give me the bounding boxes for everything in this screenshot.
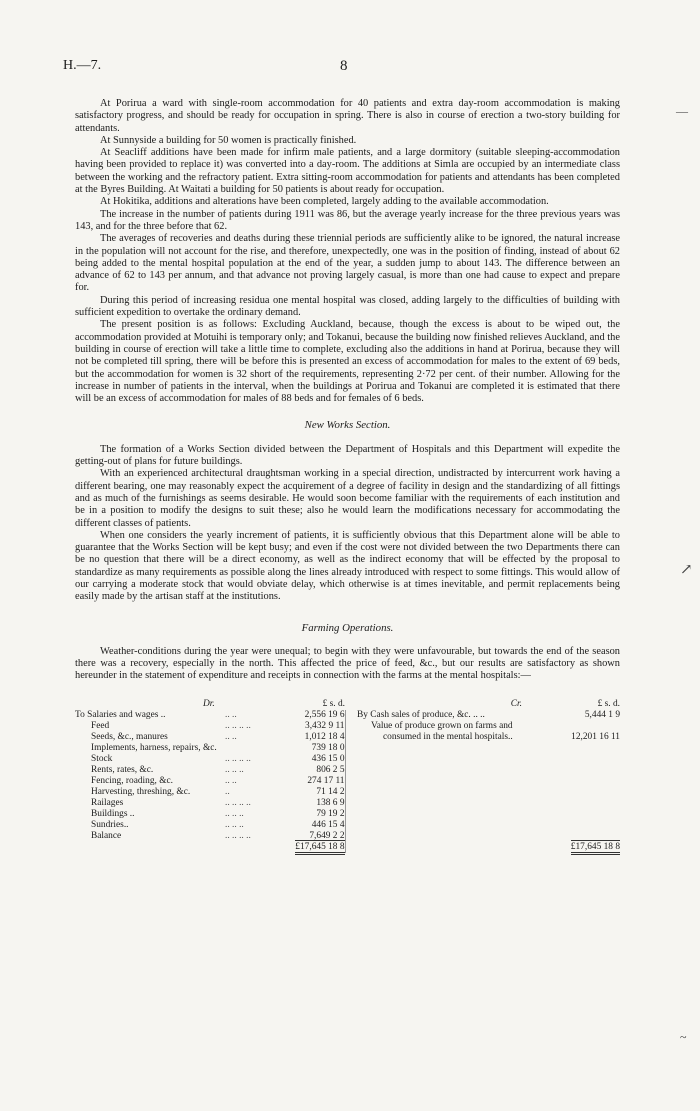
margin-mark: ↗ [680, 562, 693, 578]
account-row [75, 754, 620, 765]
debit-amount: 806 2 5 [316, 764, 345, 775]
paragraph: The present position is as follows: Excluding Auckland, because, though the excess is about to be wiped out, the accommodation provided at Motuihi is temporary only; and Tokanui, because the building now finished relieves Auckland, and the building in course of erection will take a little time to complete, excluding also the additions in hand at Porirua, because they will not be completed till spring, there will be before this is presented an excess of accommodation for males to the extent of 69 beds, but the accommodation for women is 32 short of the requirements, representing 2·72 per cent. of their number. Allowing for the increase in number of patients in the interval, when the buildings at Porirua and Tokanui are completed it is estimated that there will be an excess of accommodation for males of 88 beds and for females of 6 beds. [75, 319, 620, 405]
credit-label: Cr. [510, 698, 522, 709]
debit-item-label: Implements, harness, repairs, &c. [91, 742, 217, 753]
debit-item-label: Rents, rates, &c. [91, 764, 154, 775]
debit-item-label: Sundries.. [91, 819, 129, 830]
account-row [75, 765, 620, 776]
report-body [75, 98, 620, 853]
credit-money-header: £ s. d. [597, 698, 620, 709]
leader-dots: .. .. .. [225, 808, 244, 819]
account-row [75, 776, 620, 787]
paragraph: During this period of increasing residua one mental hospital was closed, adding largely to the difficulties of building with sufficient expedition to overtake the ordinary demand. [75, 294, 620, 319]
debit-amount: 1,012 18 4 [304, 731, 345, 742]
debit-amount: 138 6 9 [316, 797, 345, 808]
leader-dots: .. .. .. [225, 764, 244, 775]
leader-dots: .. .. .. [225, 819, 244, 830]
account-row [75, 831, 620, 842]
credit-item-label: By Cash sales of produce, &c. .. .. [357, 709, 485, 720]
debit-amount: 79 19 2 [316, 808, 345, 819]
account-row [75, 710, 620, 721]
leader-dots: .. .. [225, 775, 237, 786]
paragraph: The formation of a Works Section divided between the Department of Hospitals and this Department will expedite the getting-out of plans for future buildings. [75, 443, 620, 468]
debit-item-label: Feed [91, 720, 110, 731]
debit-amount: 3,432 9 11 [305, 720, 345, 731]
paragraph: At Porirua a ward with single-room accommodation for 40 patients and extra day-room accommodation is making satisfactory progress, and should be ready for occupation in spring. There is also in course of erection a two-story building for attendants. [75, 98, 620, 134]
debit-item-label: Fencing, roading, &c. [91, 775, 174, 786]
debit-item-label: Stock [91, 753, 113, 764]
paragraph: When one considers the yearly increment of patients, it is sufficiently obvious that this Department alone will be able to guarantee that the Works Section will be kept busy; and even if the cost were not divided between the two Departments there can be no question that there will be a direct economy, as well as the indirect economy that will be effected by the proposal to standardize as many requirements as possible along the lines already introduced with respect to some fittings. This would allow of our carrying a moderate stock that would obviate delay, which otherwise is at times inevitable, and permit replacements being easily made by the artisan staff at the institutions. [75, 529, 620, 603]
leader-dots: .. .. .. .. [225, 830, 251, 841]
paragraph: At Seacliff additions have been made for infirm male patients, and a large dormitory (suitable sleeping-accommodation having been provided to replace it) was converted into a day-room. The additions at Simla are occupied by an intermediate class between the working and the refractory patient. Extra sitting-room accommodation for patients and attendants has been completed at the Byres Building. At Waitati a building for 50 patients is about ready for occupation. [75, 147, 620, 196]
debit-amount: 446 15 4 [311, 819, 345, 830]
leader-dots: .. .. [225, 709, 237, 720]
debit-amount: 436 15 0 [311, 753, 345, 764]
account-row [75, 732, 620, 743]
paragraphs-works-section [75, 444, 620, 604]
paragraph-farming: Weather-conditions during the year were unequal; to begin with they were unfavourable, but towards the end of the season there was a recovery, especially in the north. This affected the price of feed, &c., but our results are satisfactory as shown hereunder in the statement of expenditure and receipts in connection with the farms at the mental hospitals:— [75, 645, 620, 682]
leader-dots [225, 743, 267, 754]
paragraphs-accommodation [75, 98, 620, 405]
paragraph: The averages of recoveries and deaths during these triennial periods are sufficiently alike to be ignored, the natural increase in the population will not account for the rise, and therefore, unexpectedly, one was in the position of finding, instead of about 62 being added to the mental hospital population at the end of the year, a sudden jump to about 143. The difference between an advance of 62 to 143 per annum, and that advance not proving largely casual, is more than one had cause to expect and prepare for. [75, 233, 620, 294]
debit-label: Dr. [203, 698, 215, 709]
account-row [75, 721, 620, 732]
account-row [75, 743, 620, 754]
paragraph: At Sunnyside a building for 50 women is practically finished. [100, 134, 357, 146]
account-totals-row [75, 842, 620, 853]
report-reference: H.—7. [63, 58, 102, 73]
debit-item-label: Balance [91, 830, 122, 841]
leader-dots: .. [225, 786, 230, 797]
debit-amount: 7,649 2 2 [309, 830, 345, 841]
page-number: 8 [340, 58, 348, 74]
debit-amount: 739 18 0 [311, 742, 345, 753]
paragraph: At Hokitika, additions and alterations have been completed, largely adding to the available accommodation. [100, 196, 549, 208]
account-row [75, 809, 620, 820]
leader-dots: .. .. .. .. [225, 797, 251, 808]
credit-amount: 12,201 16 11 [571, 731, 620, 742]
credit-amount: 5,444 1 9 [584, 709, 620, 720]
debit-amount: 274 17 11 [307, 775, 345, 786]
document-page [63, 58, 620, 853]
debit-item-label: Seeds, &c., manures [91, 731, 168, 742]
debit-total: £17,645 18 8 [295, 840, 344, 855]
debit-amount: 71 14 2 [316, 786, 345, 797]
account-row [75, 787, 620, 798]
account-row [75, 798, 620, 809]
credit-total: £17,645 18 8 [571, 840, 620, 855]
account-row [75, 820, 620, 831]
farm-account-table [75, 699, 620, 853]
margin-mark: — [676, 104, 688, 118]
debit-amount: 2,556 19 6 [304, 709, 345, 720]
page-header [63, 58, 620, 80]
debit-item-label: To Salaries and wages .. [75, 709, 166, 720]
margin-mark: ~ [680, 1030, 687, 1044]
paragraph: With an experienced architectural draughtsman working in a special direction, undistracted by intercurrent work having a different bearing, one may reasonably expect the acquirement of a degree of facility in design and the standardizing of all fittings and as much of the furnishings as seems desirable. He would soon become familiar with the requirements of each institution and be in a position to modify the designs to suit these; also he would learn the modifications necessary for accommodating the different classes of patients. [75, 468, 620, 529]
leader-dots: .. .. .. .. [225, 720, 251, 731]
debit-item-label: Railages [91, 797, 124, 808]
debit-item-label: Buildings .. [91, 808, 135, 819]
debit-item-label: Harvesting, threshing, &c. [91, 786, 191, 797]
leader-dots: .. .. .. .. [225, 753, 251, 764]
leader-dots: .. .. [225, 731, 237, 742]
section-heading-farming: Farming Operations. [301, 621, 394, 634]
credit-item-label: consumed in the mental hospitals.. [383, 731, 513, 742]
section-heading-new-works: New Works Section. [304, 419, 391, 432]
credit-amount [542, 721, 620, 732]
paragraph: The increase in the number of patients during 1911 was 86, but the average yearly increase for the three previous years was 143, and for the three before that 62. [75, 208, 620, 232]
credit-item-label: Value of produce grown on farms and [371, 720, 513, 731]
debit-money-header: £ s. d. [322, 698, 345, 709]
